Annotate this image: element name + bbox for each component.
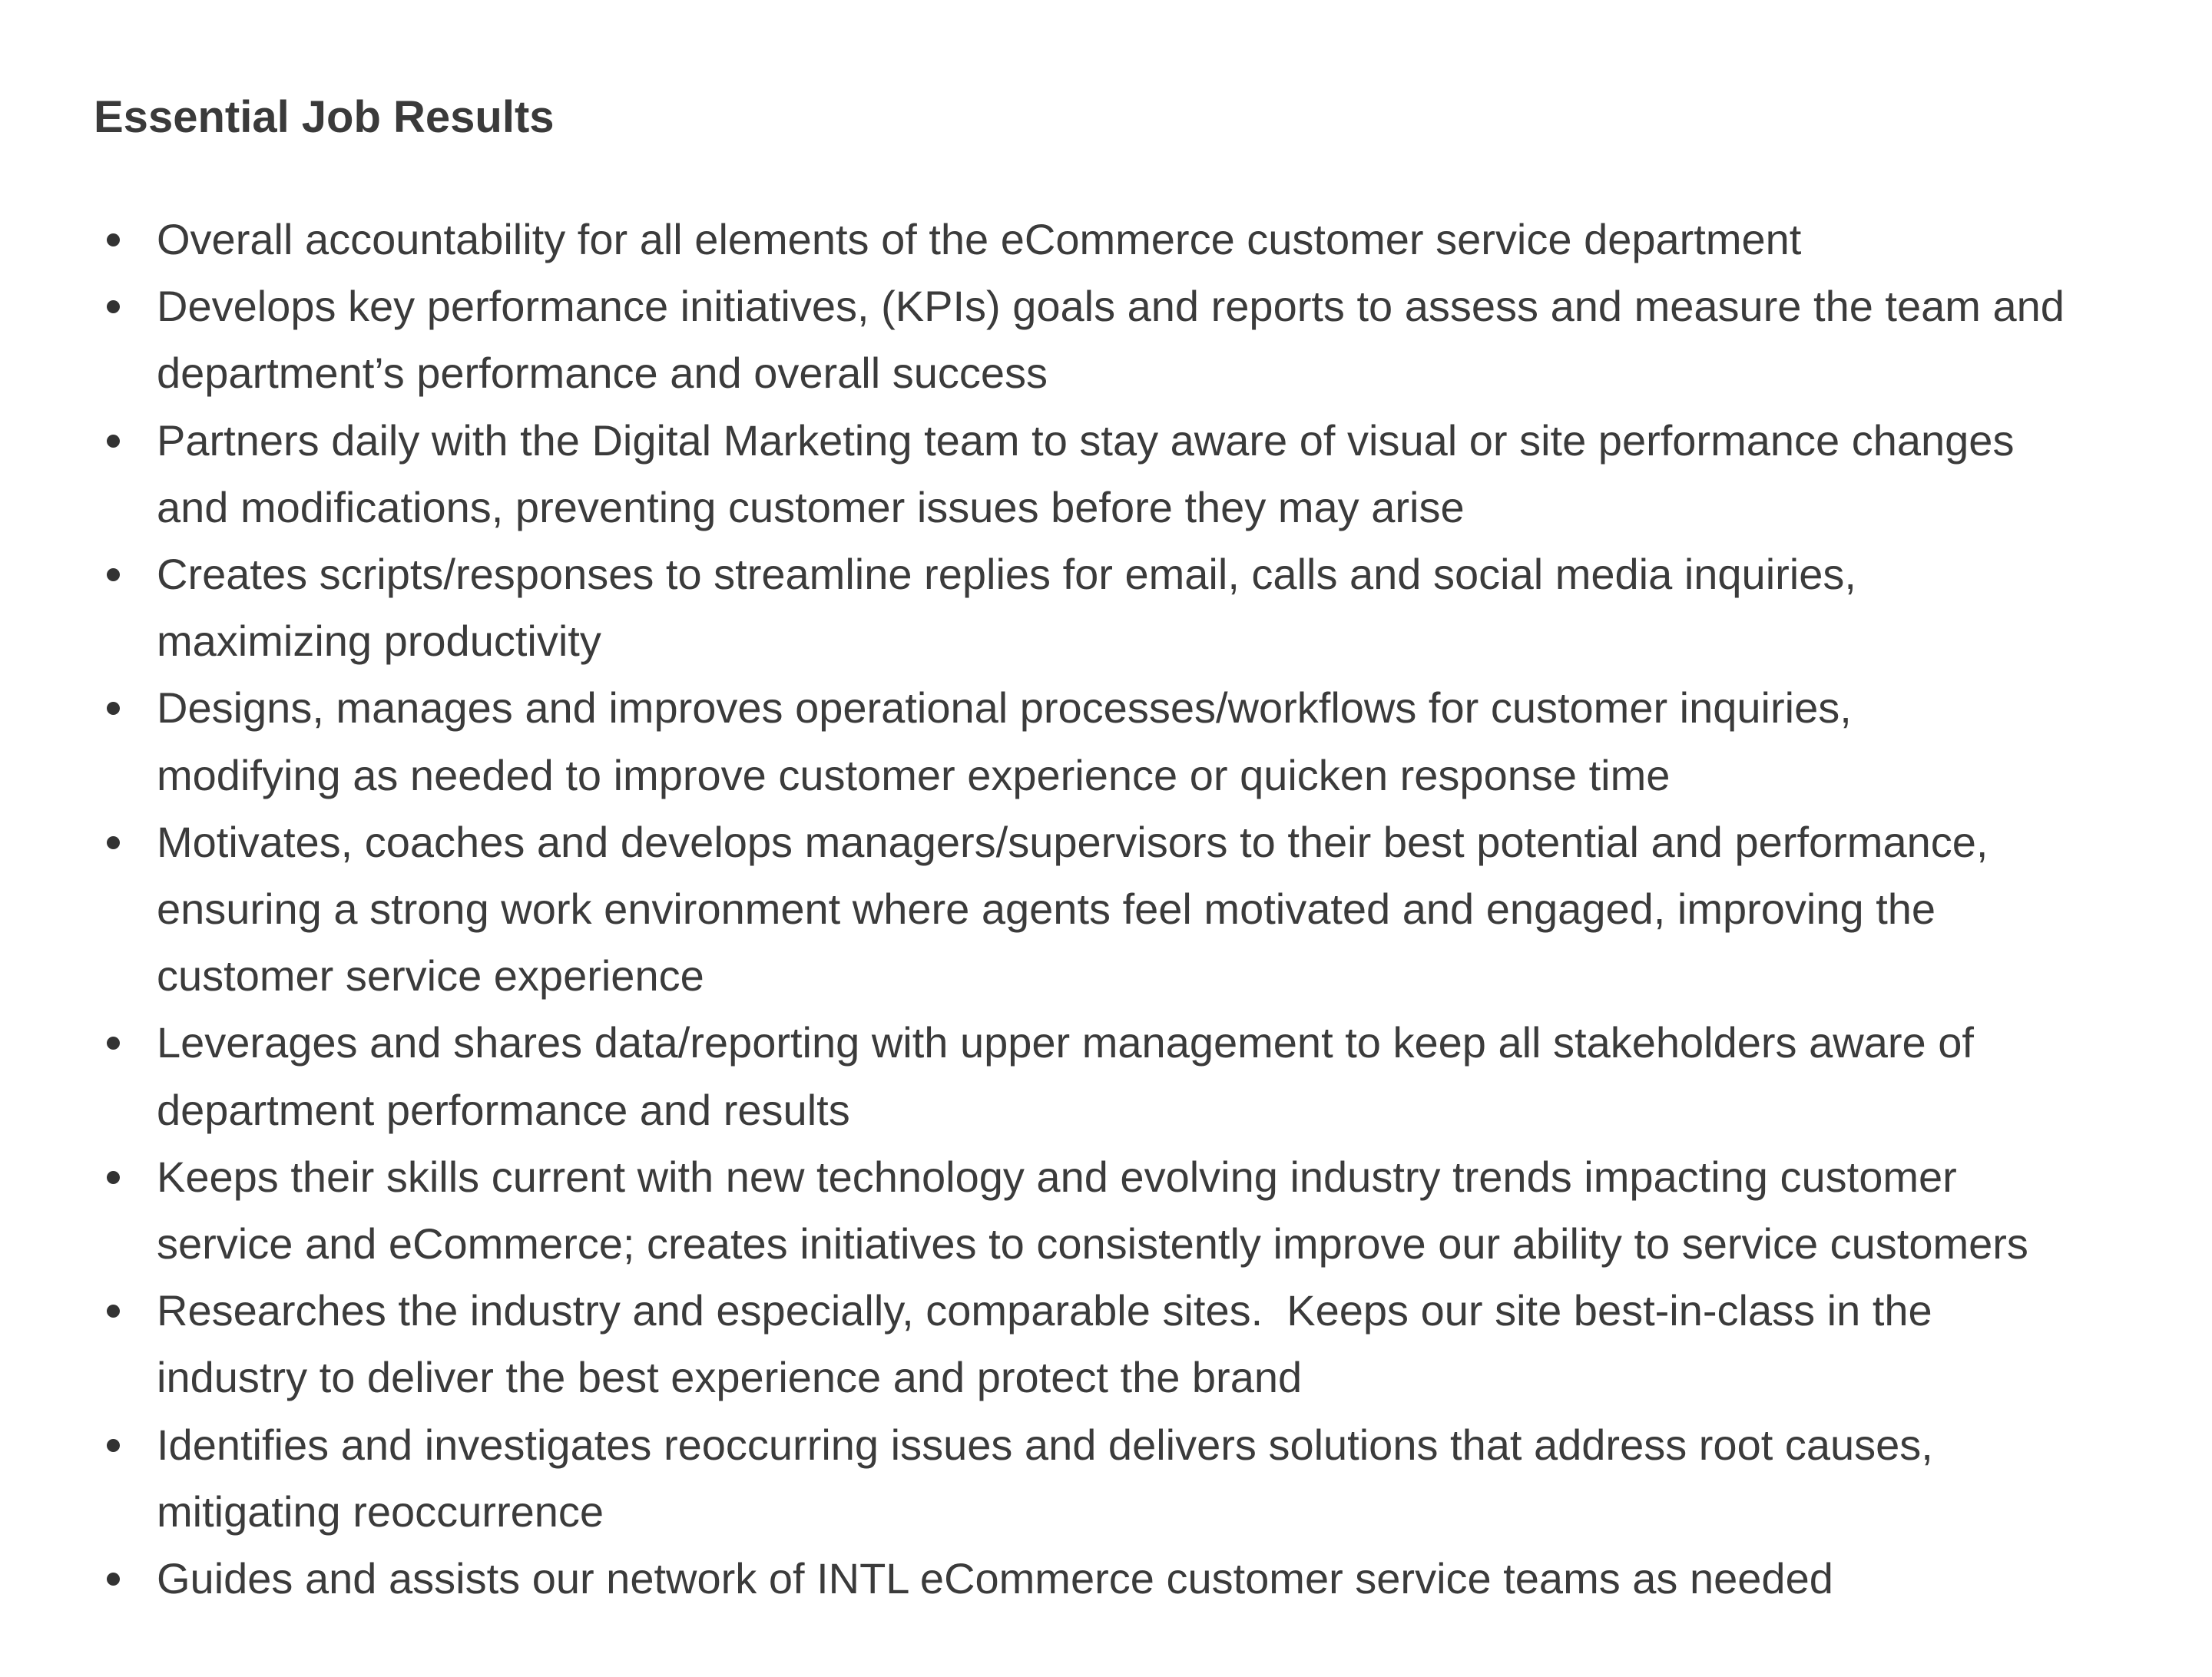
list-item-line: service and eCommerce; creates initiatives to consistently improve our ability to service customers (157, 1219, 2028, 1268)
list-item-line: Keeps their skills current with new technology and evolving industry trends impacting customer (157, 1152, 1957, 1201)
list-item-text (157, 215, 1801, 263)
list-item-line: Overall accountability for all elements of the eCommerce customer service department (157, 215, 1802, 263)
bullet-icon (107, 568, 120, 581)
list-item-line: Motivates, coaches and develops managers/supervisors to their best potential and performance, (157, 817, 1988, 866)
list-item-line: mitigating reoccurrence (157, 1487, 604, 1536)
list-item-line: Develops key performance initiatives, (KPIs) goals and reports to assess and measure the team and (157, 282, 2065, 331)
list-item-line: industry to deliver the best experience and protect the brand (157, 1353, 1303, 1402)
list-item (94, 674, 2167, 808)
list-item-text (157, 1421, 1933, 1536)
list-item-line: customer service experience (157, 951, 704, 1001)
list-item-text (157, 683, 1852, 799)
bullet-icon (107, 1573, 120, 1586)
list-item-line: Researches the industry and especially, comparable sites. Keeps our site best-in-class in the (157, 1286, 1932, 1335)
bullet-icon (107, 1305, 120, 1318)
list-item-line: department performance and results (157, 1085, 850, 1134)
list-item-line: Designs, manages and improves operational processes/workflows for customer inquiries, (157, 683, 1852, 733)
bullet-icon (107, 233, 120, 246)
list-item (94, 1277, 2167, 1411)
list-item (94, 273, 2167, 406)
list-item-line: department’s performance and overall success (157, 349, 1048, 398)
list-item-text (157, 1554, 1833, 1603)
bullet-icon (107, 702, 120, 715)
list-item (94, 206, 2167, 273)
list-item (94, 1143, 2167, 1277)
bullet-icon (107, 836, 120, 849)
section-heading: Essential Job Results (94, 92, 555, 142)
list-item (94, 1411, 2167, 1545)
bullet-icon (107, 1037, 120, 1050)
list-item-text (157, 416, 2014, 531)
list-item-text (157, 818, 1988, 1000)
job-results-section (94, 91, 2167, 1603)
results-list (94, 206, 2167, 1612)
bullet-icon (107, 300, 120, 313)
list-item-line: Partners daily with the Digital Marketing team to stay aware of visual or site performance changes (157, 415, 2015, 465)
list-item-text (157, 1018, 1974, 1133)
list-item-line: maximizing productivity (157, 617, 601, 666)
list-item (94, 1545, 2167, 1612)
list-item (94, 809, 2167, 1010)
list-item-line: modifying as needed to improve customer experience or quicken response time (157, 750, 1671, 799)
list-item-line: ensuring a strong work environment where agents feel motivated and engaged, improving the (157, 885, 1936, 934)
list-item-line: Guides and assists our network of INTL eCommerce customer service teams as needed (157, 1554, 1833, 1603)
list-item-text (157, 282, 2065, 397)
list-item-text (157, 1153, 2028, 1268)
list-item-text (157, 1286, 1932, 1401)
bullet-icon (107, 1439, 120, 1452)
list-item-text (157, 550, 1856, 665)
bullet-icon (107, 435, 120, 448)
list-item-line: Creates scripts/responses to streamline replies for email, calls and social media inquiries, (157, 550, 1856, 599)
list-item (94, 407, 2167, 541)
bullet-icon (107, 1171, 120, 1184)
list-item (94, 541, 2167, 674)
list-item (94, 1009, 2167, 1143)
list-item-line: Leverages and shares data/reporting with upper management to keep all stakeholders aware of (157, 1018, 1974, 1067)
list-item-line: Identifies and investigates reoccurring issues and delivers solutions that address root causes, (157, 1420, 1933, 1469)
list-item-line: and modifications, preventing customer issues before they may arise (157, 482, 1465, 531)
